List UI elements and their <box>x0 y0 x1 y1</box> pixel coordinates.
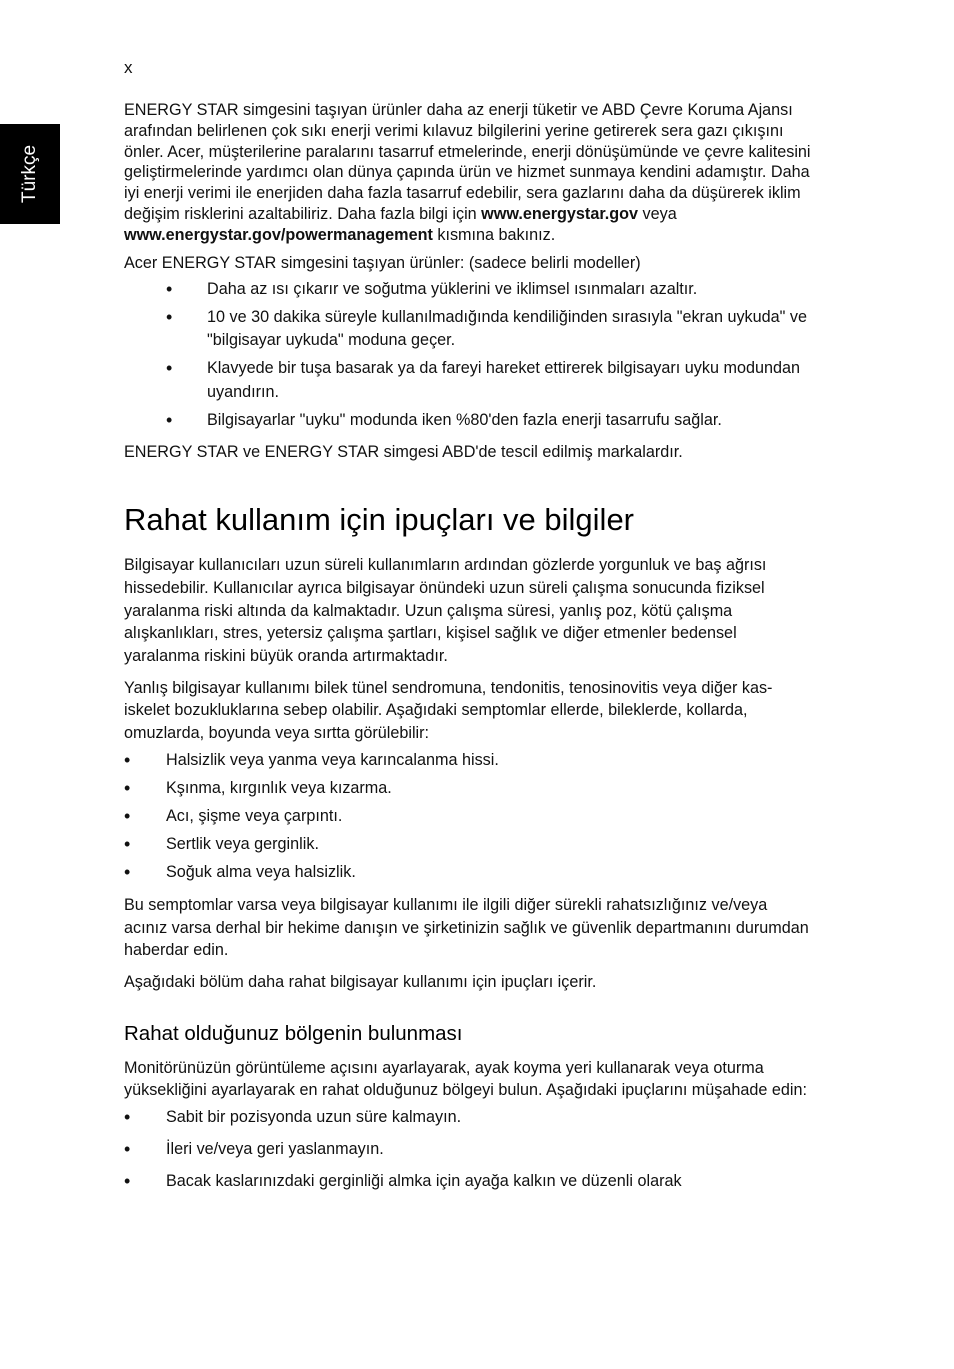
list-item-text: Sertlik veya gerginlik. <box>166 835 319 854</box>
list-item <box>124 749 814 773</box>
list-item-text: Acı, şişme veya çarpıntı. <box>166 807 343 826</box>
page-number: x <box>124 58 133 77</box>
list-item <box>124 357 814 404</box>
energy-star-products-intro: Acer ENERGY STAR simgesini taşıyan ürünler: (sadece belirli modeller) <box>124 253 641 272</box>
list-item <box>124 409 814 433</box>
energy-star-bullet-list <box>124 278 814 433</box>
bullet-icon: • <box>166 358 173 379</box>
bullet-icon: • <box>124 862 131 883</box>
powermanagement-link[interactable]: www.energystar.gov/powermanagement <box>124 225 433 244</box>
list-item-text: Soğuk alma veya halsizlik. <box>166 863 356 882</box>
list-item <box>124 1138 814 1162</box>
bullet-icon: • <box>124 806 131 827</box>
bullet-icon: • <box>166 409 173 430</box>
bullet-icon: • <box>166 306 173 327</box>
energystar-link[interactable]: www.energystar.gov <box>481 204 639 223</box>
tips-list <box>124 1106 814 1194</box>
list-item <box>124 1106 814 1130</box>
bullet-icon: • <box>166 278 173 299</box>
trademark-note: ENERGY STAR ve ENERGY STAR simgesi ABD'de tescil edilmiş markalardır. <box>124 443 683 462</box>
list-item-text: Bacak kaslarınızdaki gerginliği almka için ayağa kalkın ve düzenli olarak <box>166 1172 682 1191</box>
list-item-text: Sabit bir pozisyonda uzun süre kalmayın. <box>166 1108 462 1127</box>
symptom-list <box>124 749 814 885</box>
list-item-text: Kşınma, kırgınlık veya kızarma. <box>166 779 392 798</box>
list-item-text: İleri ve/veya geri yaslanmayın. <box>166 1140 384 1159</box>
list-item-text: 10 ve 30 dakika süreyle kullanılmadığında kendiliğinden sırasıyla "ekran uykuda" ve "bilgisayar uykuda" moduna geçer. <box>207 307 807 350</box>
list-item <box>124 833 814 857</box>
subsection-heading: Rahat olduğunuz bölgenin bulunması <box>124 1021 463 1045</box>
comfort-zone-paragraph: Monitörünüzün görüntüleme açısını ayarlayarak, ayak koyma yeri kullanarak veya oturma yüksekliğini ayarlayarak en rahat olduğunuz bölgeyi bulun. Aşağıdaki ipuçlarını müşahade edin: <box>124 1058 808 1100</box>
list-item-text: Daha az ısı çıkarır ve soğutma yüklerini ve iklimsel ısınmaları azaltır. <box>207 279 698 298</box>
section-heading: Rahat kullanım için ipuçları ve bilgiler <box>124 502 635 538</box>
page-content <box>124 100 814 1194</box>
list-item <box>124 1170 814 1194</box>
comfort-paragraph-3: Bu semptomlar varsa veya bilgisayar kullanımı ile ilgili diğer sürekli rahatsızlığınız ve/veya acınız varsa derhal bir hekime danışın ve şirketinizin sağlık ve güvenlik departmanını durumdan haberdar edin. <box>124 895 809 960</box>
list-item <box>124 278 814 302</box>
bullet-icon: • <box>124 750 131 771</box>
energy-star-paragraph <box>124 100 814 246</box>
bullet-icon: • <box>124 834 131 855</box>
energy-star-text: ENERGY STAR simgesini taşıyan ürünler daha az enerji tüketir ve ABD Çevre Koruma Ajansı arafından belirlenen çok sıkı enerji verimi kılavuz bilgilerini yerine getirerek sera gazı çıkışını önler. Acer, müşterilerine paralarını tasarruf etmelerinde, enerji dönüşümünde ve çevre kalitesini geliştirmelerinde yardımcı olan dünya çapında ürün ve hizmet sunmaya kendini adamıştır. Daha iyi enerji verimi ile enerjiden daha fazla tasarruf edebilir, sera gazlarını daha da düşürerek iklim değişim risklerini azaltabiliriz. Daha fazla bilgi için <box>124 101 811 223</box>
bullet-icon: • <box>124 1171 131 1192</box>
bullet-icon: • <box>124 778 131 799</box>
language-tab-label: Türkçe <box>19 144 40 204</box>
energy-star-text-end: kısmına bakınız. <box>432 225 556 244</box>
comfort-paragraph-4: Aşağıdaki bölüm daha rahat bilgisayar kullanımı için ipuçları içerir. <box>124 972 597 991</box>
comfort-paragraph-2: Yanlış bilgisayar kullanımı bilek tünel sendromuna, tendonitis, tenosinovitis veya diğer kas-iskelet bozukluklarına sebep olabilir. Aşağıdaki semptomlar ellerde, bileklerde, kollarda, omuzlarda, boyunda veya sırtta görülebilir: <box>124 678 773 743</box>
list-item <box>124 306 814 353</box>
bullet-icon: • <box>124 1107 131 1128</box>
list-item-text: Bilgisayarlar "uyku" modunda iken %80'den fazla enerji tasarrufu sağlar. <box>207 410 722 429</box>
list-item <box>124 777 814 801</box>
list-item-text: Halsizlik veya yanma veya karıncalanma hissi. <box>166 751 499 770</box>
list-item <box>124 861 814 885</box>
list-item-text: Klavyede bir tuşa basarak ya da fareyi hareket ettirerek bilgisayarı uyku modundan uyandırın. <box>207 359 800 401</box>
list-item <box>124 805 814 829</box>
energy-star-text-or: veya <box>638 204 677 223</box>
language-side-tab <box>0 124 60 224</box>
bullet-icon: • <box>124 1139 131 1160</box>
comfort-paragraph-1: Bilgisayar kullanıcıları uzun süreli kullanımların ardından gözlerde yorgunluk ve baş ağrısı hissedebilir. Kullanıcılar ayrıca bilgisayar önündeki uzun süreli çalışma sonucunda fiziksel yaralanma riski altında da kalmaktadır. Uzun çalışma süresi, yanlış poz, kötü çalışma alışkanlıkları, stres, yetersiz çalışma şartları, kişisel sağlık ve diğer etmenler bedensel yaralanma riskini büyük oranda artırmaktadır. <box>124 556 767 665</box>
